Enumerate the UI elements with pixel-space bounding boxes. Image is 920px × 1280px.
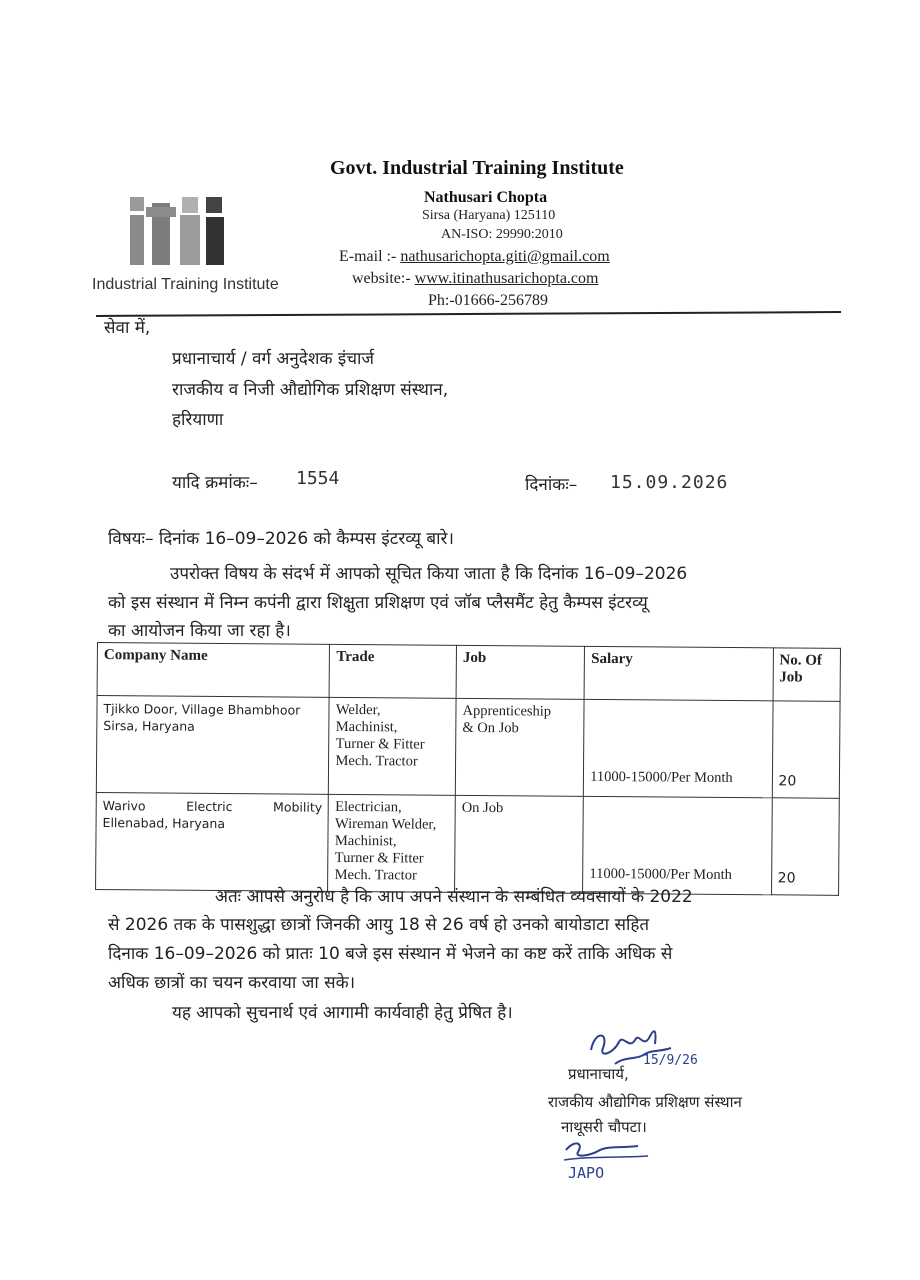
paragraph1-line-1: उपरोक्त विषय के संदर्भ में आपको सूचित किया जाता है कि दिनांक 16–09–2026: [170, 564, 688, 584]
header-divider: [96, 311, 841, 317]
institute-iso: AN-ISO: 29990:2010: [441, 227, 563, 242]
table-row: [96, 792, 840, 895]
signatory-institute: राजकीय औद्योगिक प्रशिक्षण संस्थान: [548, 1093, 742, 1111]
company-cell: [96, 696, 329, 795]
job-cell: On Job: [455, 795, 584, 893]
paragraph2-line-2: से 2026 तक के पासशुद्धा छात्रों जिनकी आयु 18 से 26 वर्ष हो उनको बायोडाटा सहित: [108, 915, 650, 935]
letter-date: 15.09.2026: [610, 472, 729, 493]
email-link[interactable]: nathusarichopta.giti@gmail.com: [400, 248, 610, 265]
campus-interview-table: [95, 642, 841, 896]
subject-line: विषयः– दिनांक 16–09–2026 को कैम्पस इंटरव्यू बारे।: [108, 529, 454, 549]
institute-website-line: [352, 270, 598, 288]
logo-caption: Industrial Training Institute: [92, 276, 279, 293]
institute-phone: Ph:-01666-256789: [428, 292, 548, 309]
header-trade: Trade: [330, 644, 457, 698]
header-number-of-jobs: No. Of Job: [773, 648, 841, 702]
salary-cell: 11000-15000/Per Month: [584, 699, 773, 797]
salutation: सेवा में,: [104, 318, 151, 338]
institute-name: Govt. Industrial Training Institute: [330, 157, 624, 179]
signature-scribble-icon: [585, 1020, 698, 1070]
company-word-1: Warivo: [102, 798, 146, 814]
job-count-cell: 20: [772, 701, 840, 799]
paragraph2-line-4: अधिक छात्रों का चयन करवाया जा सके।: [108, 973, 356, 993]
closing-line: यह आपको सुचनार्थ एवं आगामी कार्यवाही हेतु प्रेषित है।: [172, 1003, 513, 1023]
signatory-place: नाथूसरी चौपटा।: [561, 1118, 647, 1136]
table-row: [96, 696, 840, 799]
signatory-title: प्रधानाचार्य,: [568, 1065, 629, 1083]
company-name-line-2: Ellenabad, Haryana: [102, 815, 226, 832]
job-count-cell: 20: [771, 798, 839, 896]
company-name-line-2: Sirsa, Haryana: [103, 718, 195, 734]
trade-cell: Welder, Machinist, Turner & Fitter Mech. Tractor: [329, 697, 456, 795]
paragraph1-line-3: का आयोजन किया जा रहा है।: [108, 621, 291, 641]
date-label: दिनांकः–: [525, 475, 578, 495]
reference-number-label: यादि क्रमांकः–: [172, 473, 258, 493]
institute-place: Nathusari Chopta: [424, 189, 548, 206]
company-name-line-1: [103, 797, 323, 816]
website-label: website:-: [352, 270, 415, 287]
initials-stamp-icon: [560, 1138, 650, 1183]
iti-logo-icon: [124, 193, 230, 265]
email-label: E-mail :-: [339, 248, 401, 265]
reference-number: 1554: [296, 468, 340, 489]
paragraph2-line-3: दिनाक 16–09–2026 को प्रातः 10 बजे इस संस्थान में भेजने का कष्ट करें ताकि अधिक से: [108, 944, 673, 964]
company-cell: [96, 792, 329, 891]
company-word-3: Mobility: [273, 799, 323, 815]
addressee-line-2: राजकीय व निजी औद्योगिक प्रशिक्षण संस्थान,: [172, 380, 449, 400]
initials-text: JAPO: [568, 1164, 605, 1182]
institute-address: Sirsa (Haryana) 125110: [422, 208, 556, 223]
trade-cell: Electrician, Wireman Welder, Machinist, Turner & Fitter Mech. Tractor: [328, 794, 455, 892]
header-job: Job: [456, 645, 585, 699]
website-link[interactable]: www.itinathusarichopta.com: [414, 270, 599, 287]
job-cell: Apprenticeship & On Job: [455, 698, 584, 796]
company-word-2: Electric: [186, 798, 233, 815]
addressee-line-3: हरियाणा: [172, 410, 224, 430]
header-company-name: Company Name: [97, 643, 330, 698]
salary-cell: 11000-15000/Per Month: [583, 796, 772, 894]
paragraph2-line-1: अतः आपसे अनुरोध है कि आप अपने संस्थान के सम्बंधित व्यवसायों के 2022: [215, 887, 693, 907]
table-header-row: [97, 643, 840, 702]
addressee-line-1: प्रधानाचार्य / वर्ग अनुदेशक इंचार्ज: [172, 349, 375, 369]
paragraph1-line-2: को इस संस्थान में निम्न कपंनी द्वारा शिक्षुता प्रशिक्षण एवं जॉब प्लैसमैंट हेतु कैम्पस इंटरव्यू: [108, 593, 648, 613]
institute-email-line: [339, 248, 610, 266]
company-name-line-1: Tjikko Door, Village Bhambhoor: [103, 701, 301, 718]
signature-date: 15/9/26: [643, 1053, 698, 1068]
header-salary: Salary: [584, 646, 773, 700]
